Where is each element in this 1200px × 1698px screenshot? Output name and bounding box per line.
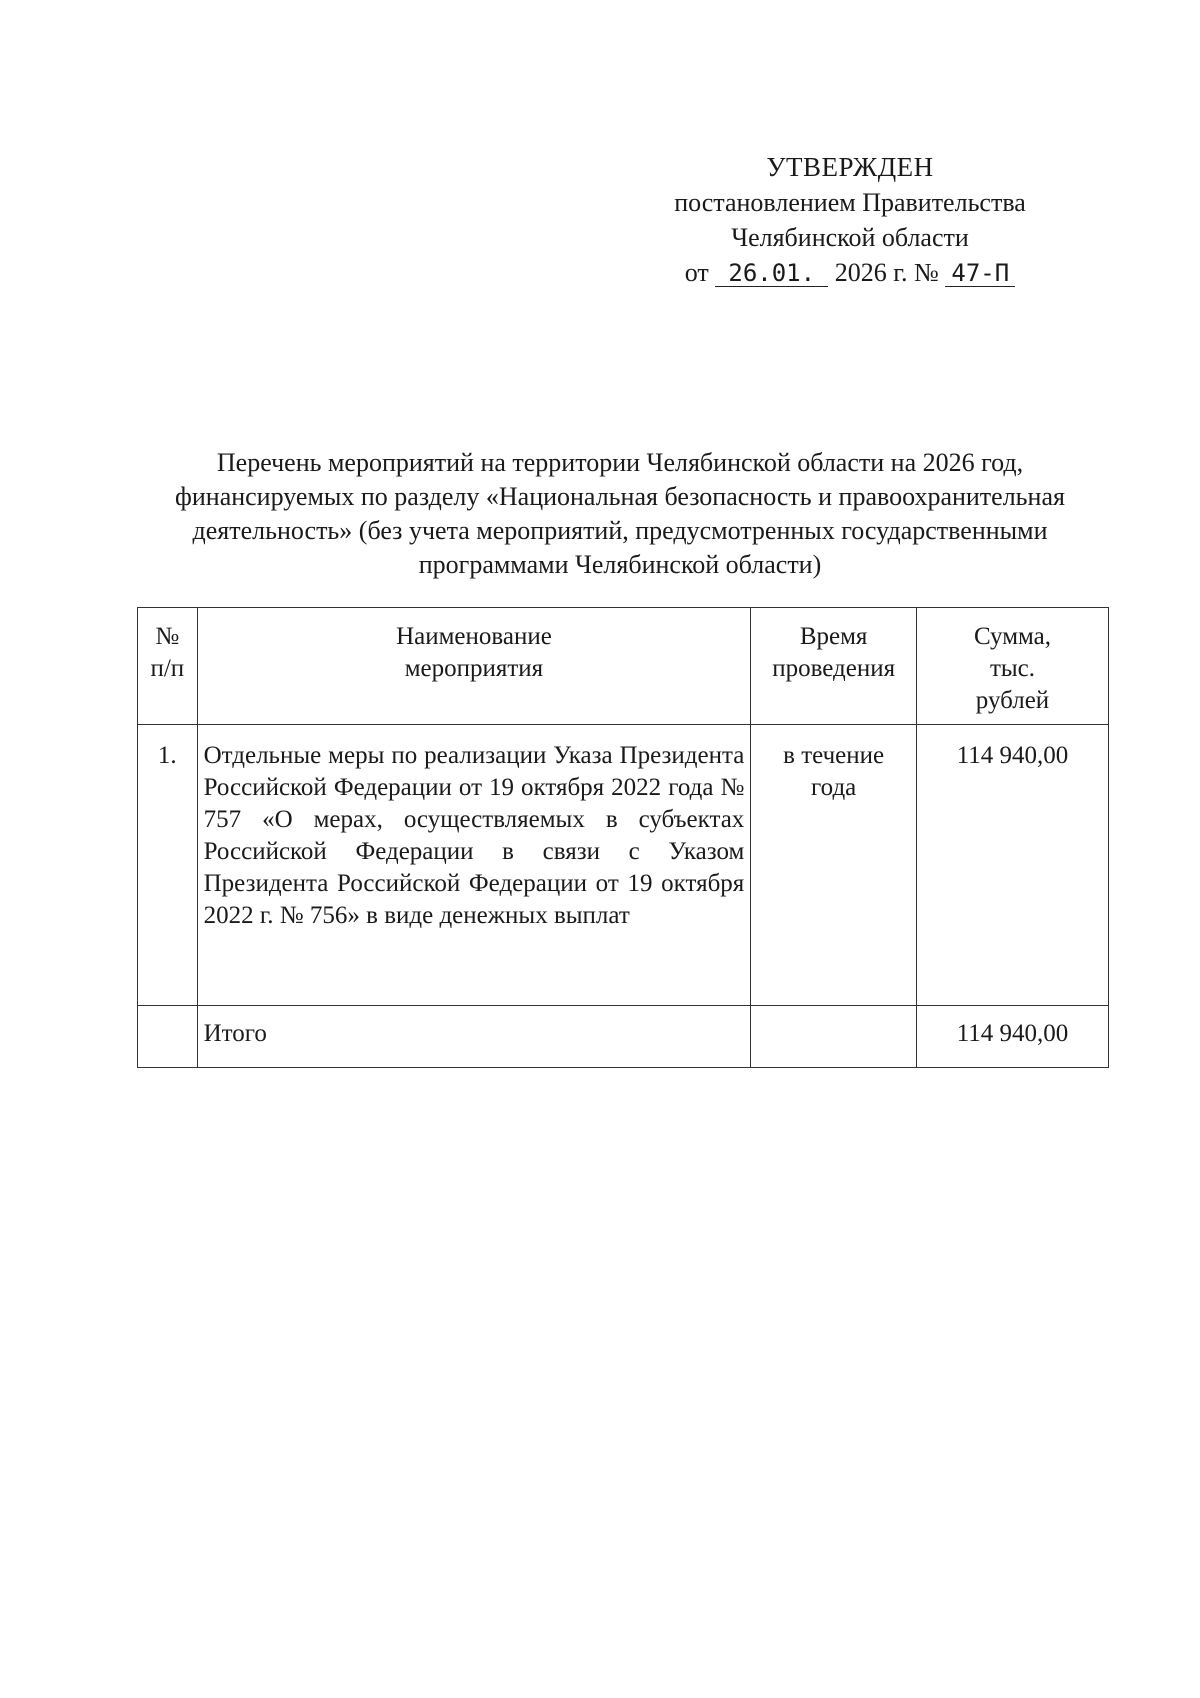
document-title-line-1: Перечень мероприятий на территории Челябинской области на 2026 год, [216,448,1024,477]
approval-title: УТВЕРЖДЕН [766,152,934,182]
header-sum [917,608,1109,725]
document-title-line-3: деятельность» (без учета мероприятий, предусмотренных государственными [192,516,1048,545]
approval-line-2: Челябинской области [731,223,969,252]
row-name: Отдельные меры по реализации Указа Президента Российской Федерации от 19 октября 2022 года № 757 «О мерах, осуществляемых в субъектах Российской Федерации в связи с Указом Президента Российской Федерации от 19 октября 2022 г. № 756» в виде денежных выплат [197,725,751,1006]
events-table [137,607,1109,1068]
approval-year-text: 2026 г. № [834,258,939,287]
header-number-line-2: п/п [150,655,185,682]
header-time-line-2: проведения [772,655,896,682]
total-label: Итого [197,1006,751,1068]
header-sum-line-2: тыс. [989,655,1036,682]
row-number: 1. [138,725,198,1006]
approval-date-prefix: от [684,258,709,287]
header-name-line-1: Наименование [396,623,552,650]
row-sum: 114 940,00 [917,725,1109,1006]
row-time-line-1: в течение [783,742,885,769]
approval-stamp [660,150,1040,290]
document-title [130,446,1110,582]
total-time-empty [751,1006,917,1068]
header-name [197,608,751,725]
header-number-line-1: № [155,623,180,650]
document-title-line-4: программами Челябинской области) [418,550,822,579]
row-time-line-2: года [811,774,857,801]
header-time [751,608,917,725]
total-sum: 114 940,00 [917,1006,1109,1068]
table-header-row [138,608,1109,725]
approval-order-number: 47-П [945,260,1015,287]
header-number [138,608,198,725]
table-row [138,725,1109,1006]
header-time-line-1: Время [799,623,868,650]
approval-line-1: постановлением Правительства [674,188,1026,217]
header-sum-line-3: рублей [975,687,1050,714]
approval-date-line [660,255,1040,290]
row-time [751,725,917,1006]
header-sum-line-1: Сумма, [973,623,1052,650]
total-number-empty [138,1006,198,1068]
table-total-row [138,1006,1109,1068]
document-title-line-2: финансируемых по разделу «Национальная безопасность и правоохранительная [175,482,1065,511]
approval-date-day: 26.01. [715,260,828,287]
header-name-line-2: мероприятия [404,655,544,682]
